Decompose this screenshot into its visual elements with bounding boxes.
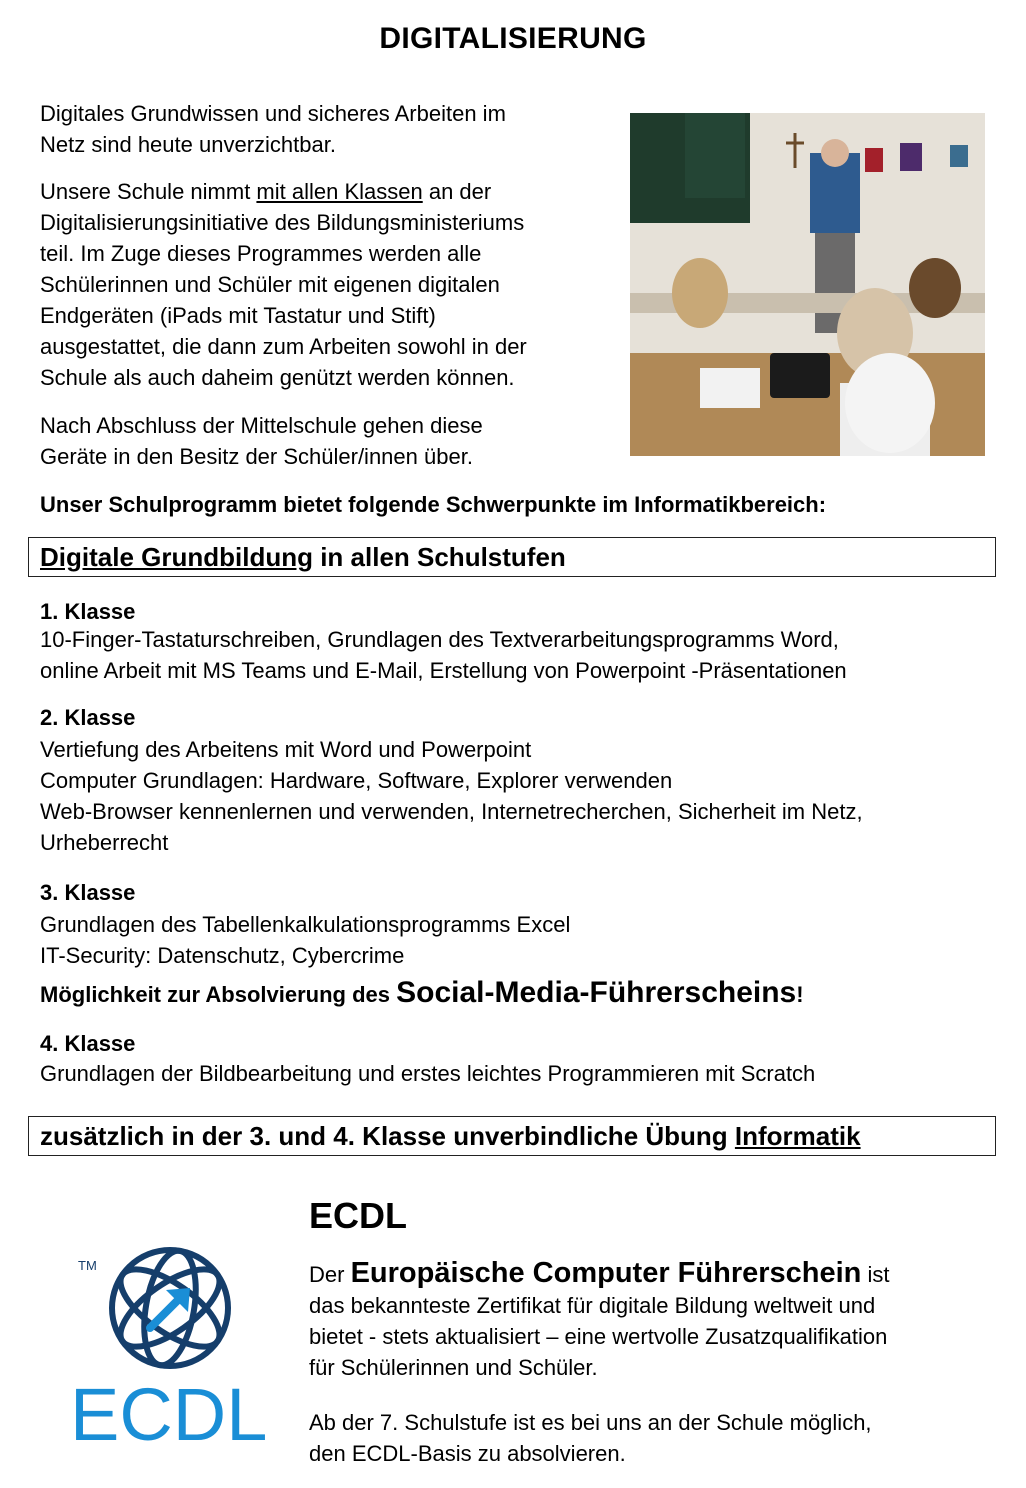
text-line: online Arbeit mit MS Teams und E-Mail, Erstellung von Powerpoint -Präsentationen <box>40 658 847 683</box>
intro-paragraph-1 <box>40 98 506 160</box>
page-title: DIGITALISIERUNG <box>379 22 647 55</box>
text-line: Computer Grundlagen: Hardware, Software, Explorer verwenden <box>40 768 673 793</box>
ecdl-paragraph-2 <box>309 1407 999 1469</box>
text-span: ist <box>861 1262 890 1287</box>
text-line: 10-Finger-Tastaturschreiben, Grundlagen des Textverarbeitungsprogramms Word, <box>40 627 839 652</box>
text-line: Endgeräten (iPads mit Tastatur und Stift) <box>40 303 436 328</box>
intro-paragraph-2 <box>40 176 527 393</box>
text-line: den ECDL-Basis zu absolvieren. <box>309 1441 626 1466</box>
klasse-1-content <box>40 624 847 686</box>
text-line: Ab der 7. Schulstufe ist es bei uns an der Schule möglich, <box>309 1410 872 1435</box>
klasse-2-content <box>40 734 863 858</box>
text-line: bietet - stets aktualisiert – eine wertvolle Zusatzqualifikation <box>309 1324 888 1349</box>
social-media-line <box>40 974 804 1014</box>
text-line: Vertiefung des Arbeitens mit Word und Powerpoint <box>40 737 532 762</box>
text-span: Unsere Schule nimmt <box>40 179 257 204</box>
text-line: Digitales Grundwissen und sicheres Arbeiten im <box>40 101 506 126</box>
text-line: Netz sind heute unverzichtbar. <box>40 132 336 157</box>
klasse-2-heading: 2. Klasse <box>40 705 136 730</box>
classroom-photo <box>630 113 985 456</box>
text-span: Möglichkeit zur Absolvierung des <box>40 982 397 1007</box>
text-line: Web-Browser kennenlernen und verwenden, Internetrecherchen, Sicherheit im Netz, <box>40 799 863 824</box>
text-span: an der <box>422 179 492 204</box>
grundbildung-box <box>28 537 996 577</box>
text-line <box>40 176 527 207</box>
text-line: Nach Abschluss der Mittelschule gehen diese <box>40 413 483 438</box>
text-line: Urheberrecht <box>40 830 169 855</box>
text-line: Grundlagen der Bildbearbeitung und erstes leichtes Programmieren mit Scratch <box>40 1061 816 1086</box>
text-line: Digitalisierungsinitiative des Bildungsministeriums <box>40 210 525 235</box>
emphasis-underlined: mit allen Klassen <box>256 179 423 204</box>
text-line: IT-Security: Datenschutz, Cybercrime <box>40 943 405 968</box>
text-line: das bekannteste Zertifikat für digitale Bildung weltweit und <box>309 1293 876 1318</box>
grundbildung-subtitle: in allen Schulstufen <box>312 542 566 572</box>
ecdl-logo-text: ECDL <box>70 1373 268 1450</box>
text-line: Schülerinnen und Schüler mit eigenen digitalen <box>40 272 500 297</box>
text-span: ! <box>796 982 804 1007</box>
text-line: Geräte in den Besitz der Schüler/innen über. <box>40 444 473 469</box>
ecdl-logo-tm: TM <box>78 1258 97 1273</box>
ecdl-paragraph-1 <box>309 1258 999 1383</box>
text-line: für Schülerinnen und Schüler. <box>309 1355 598 1380</box>
informatik-text: zusätzlich in der 3. und 4. Klasse unverbindliche Übung <box>40 1121 735 1151</box>
text-line <box>309 1258 999 1290</box>
text-line: teil. Im Zuge dieses Programmes werden alle <box>40 241 482 266</box>
klasse-1-heading: 1. Klasse <box>40 599 136 624</box>
ecdl-heading: ECDL <box>309 1195 407 1236</box>
text-line: Grundlagen des Tabellenkalkulationsprogramms Excel <box>40 912 571 937</box>
text-span: Der <box>309 1262 351 1287</box>
ecdl-logo <box>62 1240 282 1450</box>
social-media-highlight: Social-Media-Führerscheins <box>396 976 797 1009</box>
ecdl-name-highlight: Europäische Computer Führerschein <box>350 1257 862 1289</box>
schwerpunkte-heading: Unser Schulprogramm bietet folgende Schwerpunkte im Informatikbereich: <box>40 492 827 517</box>
text-line: ausgestattet, die dann zum Arbeiten sowohl in der <box>40 334 527 359</box>
klasse-3-heading: 3. Klasse <box>40 880 136 905</box>
klasse-3-content <box>40 909 570 971</box>
klasse-4-content <box>40 1058 815 1089</box>
intro-paragraph-3 <box>40 410 483 472</box>
grundbildung-title: Digitale Grundbildung <box>40 542 313 572</box>
informatik-box <box>28 1116 996 1156</box>
informatik-underlined: Informatik <box>734 1121 861 1151</box>
text-line: Schule als auch daheim genützt werden können. <box>40 365 515 390</box>
klasse-4-heading: 4. Klasse <box>40 1031 136 1056</box>
